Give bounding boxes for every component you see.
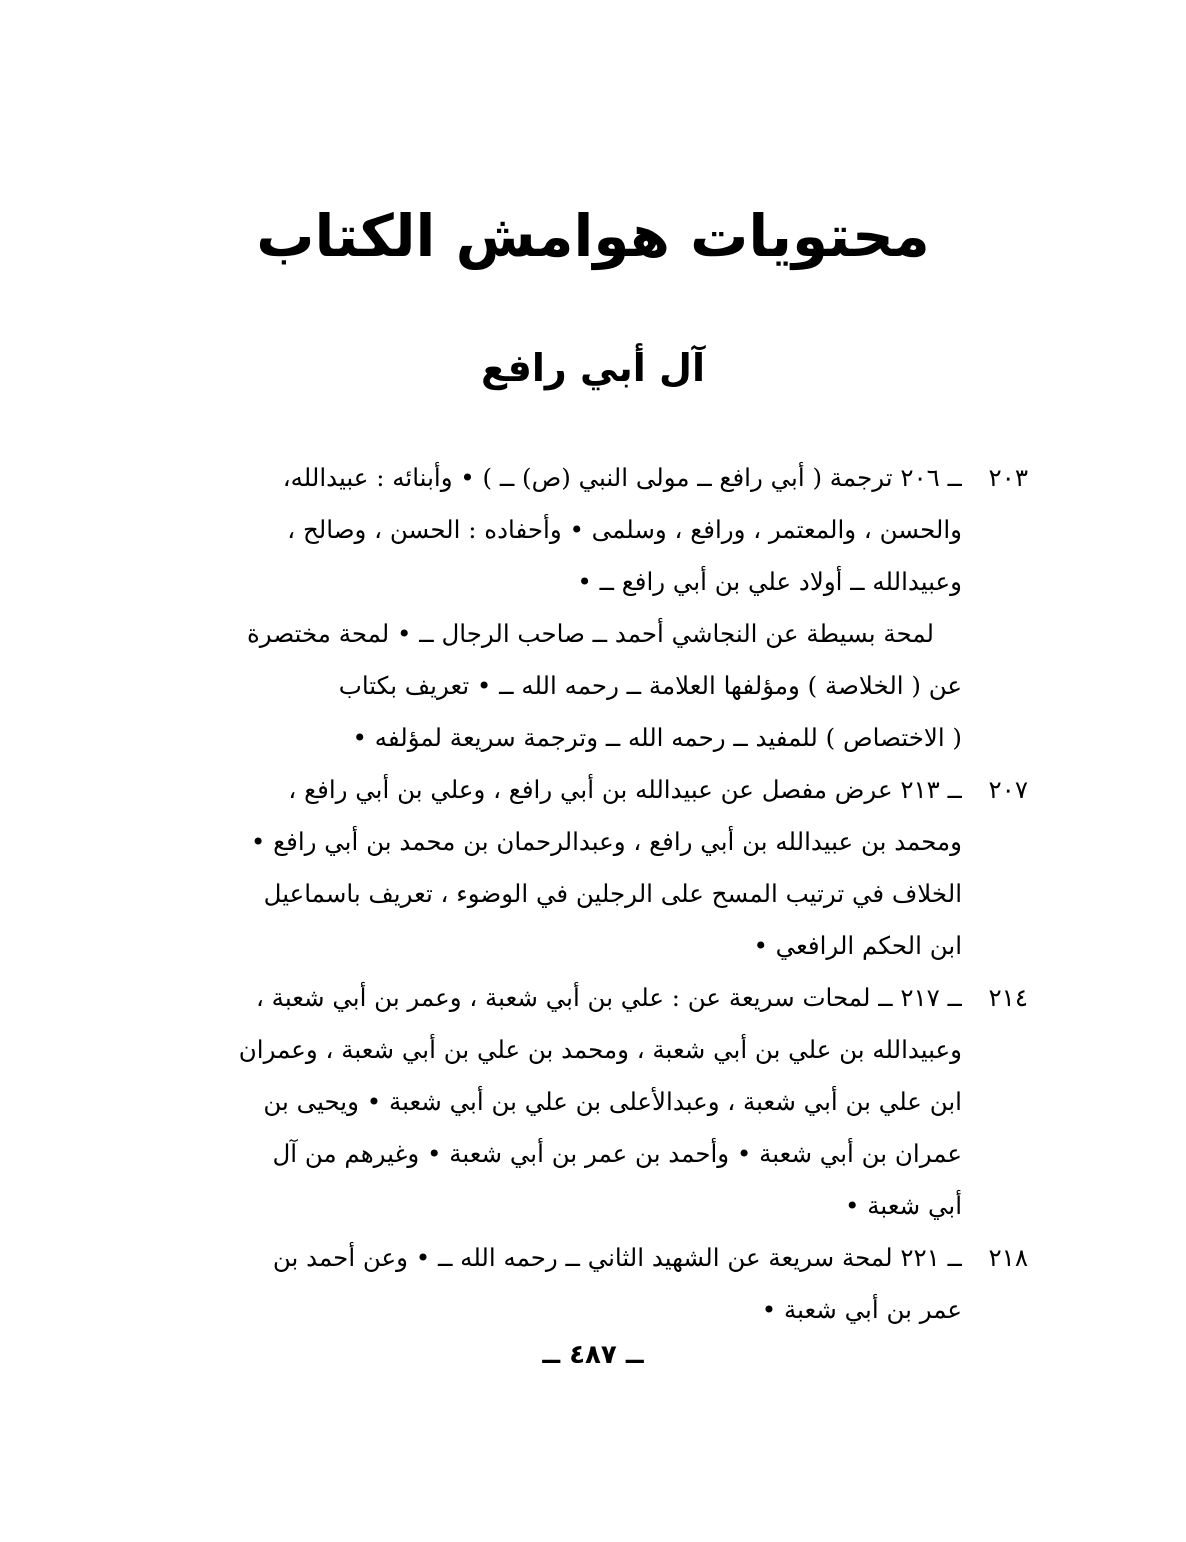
entry-text xyxy=(160,764,962,972)
entry-line: والحسن ، والمعتمر ، ورافع ، وسلمى • وأحفاده : الحسن ، وصالح ، xyxy=(287,515,962,544)
entry-number: ٢١٨ xyxy=(988,1243,1028,1272)
entry-line: ومحمد بن عبيدالله بن أبي رافع ، وعبدالرحمان بن محمد بن أبي رافع • xyxy=(250,827,962,856)
entry-214 xyxy=(160,972,1028,1232)
page-number: ــ ٤٨٧ ــ xyxy=(542,1340,644,1370)
entry-line: عمر بن أبي شعبة • xyxy=(761,1295,962,1324)
entry-line: وعبيدالله ــ أولاد علي بن أبي رافع ــ • xyxy=(577,567,962,596)
entry-line: عمران بن أبي شعبة • وأحمد بن عمر بن أبي شعبة • وغيرهم من آل xyxy=(272,1139,962,1168)
entry-text xyxy=(160,452,962,608)
entry-line: وعبيدالله بن علي بن أبي شعبة ، ومحمد بن علي بن أبي شعبة ، وعمران xyxy=(238,1035,962,1064)
entry-note xyxy=(160,608,1028,764)
entry-line: أبي شعبة • xyxy=(845,1191,962,1220)
entry-number: ٢٠٣ xyxy=(988,463,1028,492)
section-heading: آل أبي رافع xyxy=(481,346,705,390)
entry-text xyxy=(160,1232,962,1336)
entry-207 xyxy=(160,764,1028,972)
entry-text xyxy=(160,972,962,1232)
entry-line: ــ ٢٢١ لمحة سريعة عن الشهيد الثاني ــ رحمه الله ــ • وعن أحمد بن xyxy=(272,1243,962,1272)
entries-list xyxy=(160,452,1028,1336)
entry-number: ٢٠٧ xyxy=(988,775,1028,804)
entry-line: ــ ٢١٧ ــ لمحات سريعة عن : علي بن أبي شعبة ، وعمر بن أبي شعبة ، xyxy=(255,983,962,1012)
entry-line: الخلاف في ترتيب المسح على الرجلين في الوضوء ، تعريف باسماعيل xyxy=(263,879,962,908)
entry-203 xyxy=(160,452,1028,608)
entry-line: ــ ٢٠٦ ترجمة ( أبي رافع ــ مولى النبي (ص) ــ ) • وأبنائه : عبيدالله، xyxy=(282,463,962,492)
entry-line: ابن الحكم الرافعي • xyxy=(753,931,962,960)
entry-line: ابن علي بن أبي شعبة ، وعبدالأعلى بن علي بن أبي شعبة • ويحيى بن xyxy=(263,1087,962,1116)
entry-line: ــ ٢١٣ عرض مفصل عن عبيدالله بن أبي رافع ، وعلي بن أبي رافع ، xyxy=(288,775,962,804)
entry-number: ٢١٤ xyxy=(988,983,1028,1012)
entry-line: عن ( الخلاصة ) ومؤلفها العلامة ــ رحمه الله ــ • تعريف بكتاب xyxy=(338,671,962,700)
entry-line: لمحة بسيطة عن النجاشي أحمد ــ صاحب الرجال ــ • لمحة مختصرة xyxy=(246,619,934,648)
page-title: محتويات هوامش الكتاب xyxy=(256,202,930,270)
entry-218 xyxy=(160,1232,1028,1336)
entry-line: ( الاختصاص ) للمفيد ــ رحمه الله ــ وترجمة سريعة لمؤلفه • xyxy=(352,723,962,752)
